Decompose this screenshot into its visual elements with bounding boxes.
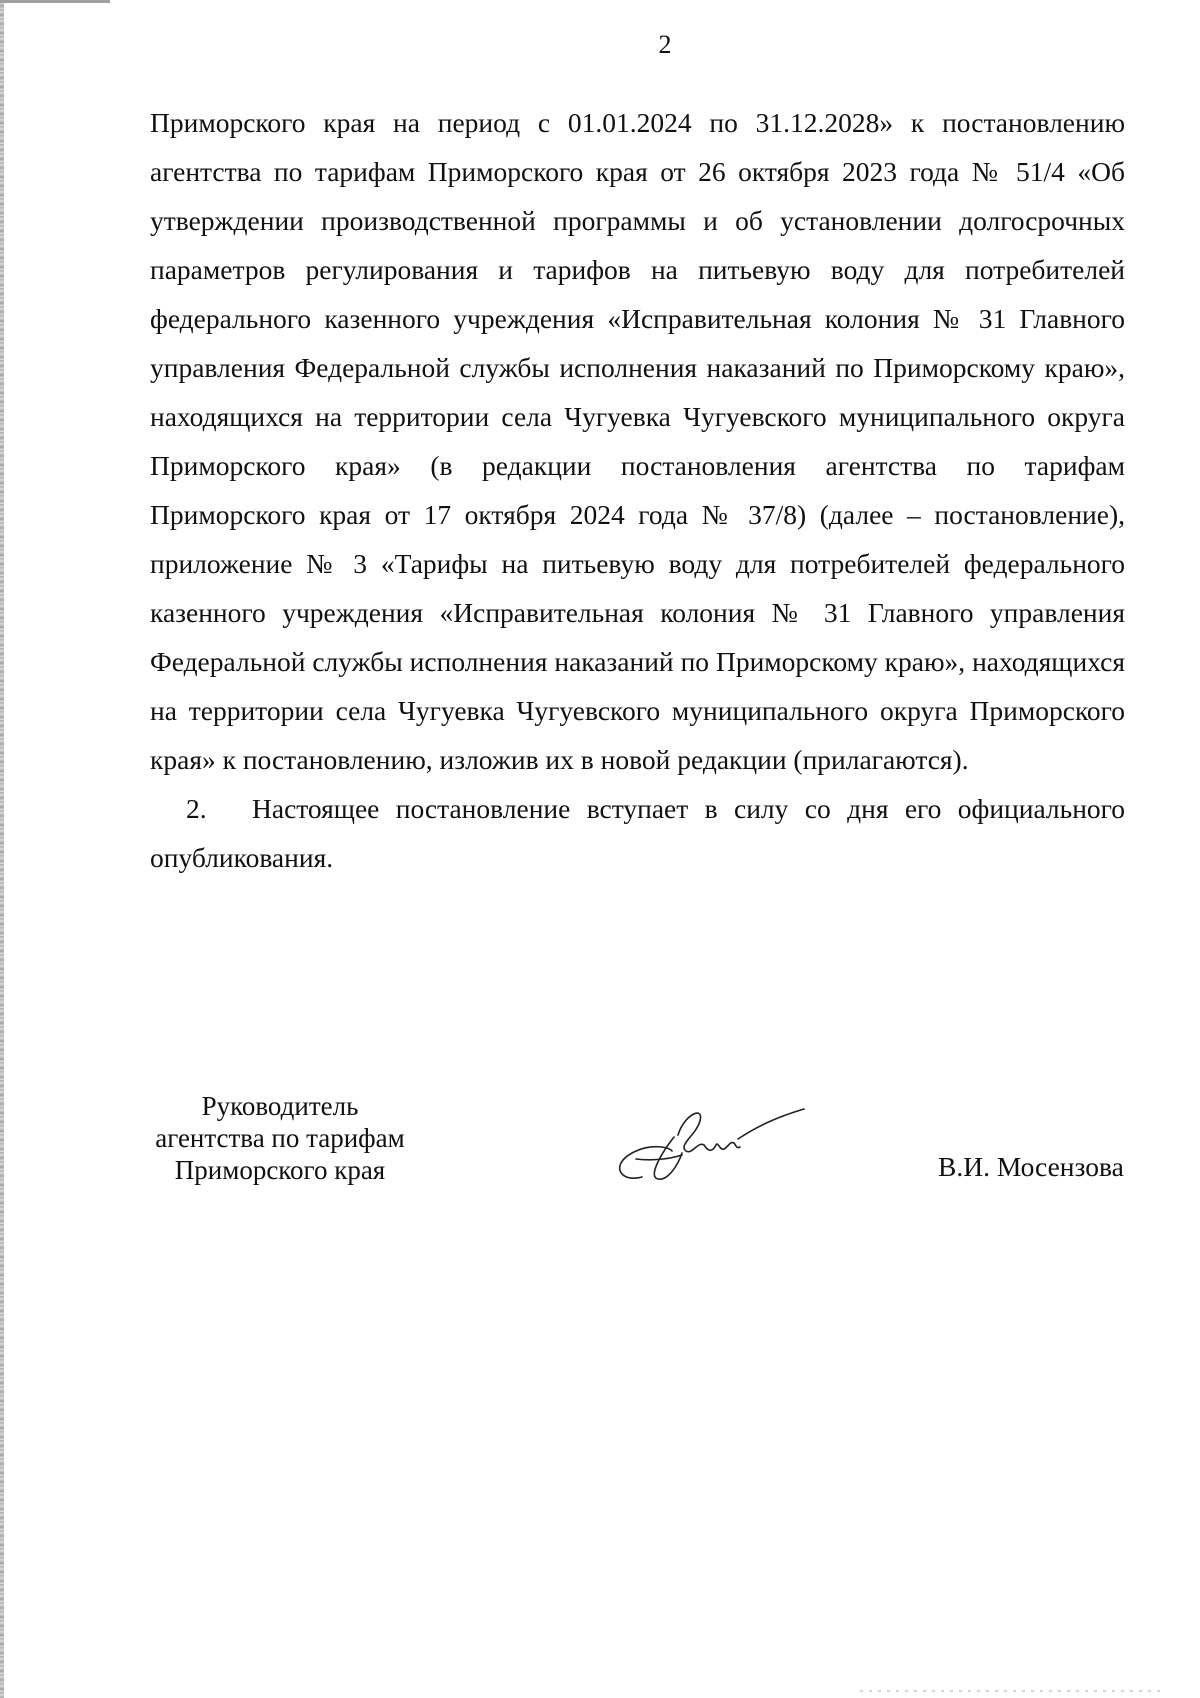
page-number: 2 [658, 30, 672, 59]
signatory-name: В.И. Мосензова [938, 1151, 1124, 1182]
paragraph-1: Приморского края на период с 01.01.2024 по 31.12.2028» к постановлению агентства по тарифам Приморского края от 26 октября 2023 года № 51/4 «Об утверждении производственной программы и об установлении долгосрочных параметров регулирования и тарифов на питьевую воду для потребителей федерального казенного учреждения «Исправительная колония № 31 Главного управления Федеральной службы исполнения наказаний по Приморскому краю», находящихся на территории села Чугуевка Чугуевского муниципального округа Приморского края» (в редакции постановления агентства по тарифам Приморского края от 17 октября 2024 года № 37/8) (далее – постановление), приложение № 3 «Тарифы на питьевую воду для потребителей федерального казенного учреждения «Исправительная колония № 31 Главного управления Федеральной службы исполнения наказаний по Приморскому краю», находящихся на территории села Чугуевка Чугуевского муниципального округа Приморского края» к постановлению, изложив их в новой редакции (прилагаются). [150, 107, 1125, 775]
list-item-text: Настоящее постановление вступает в силу со дня его официального опубликования. [150, 793, 1125, 873]
signatory-title-line-1: Руководитель [201, 1091, 359, 1121]
handwritten-signature-icon [612, 1095, 807, 1193]
list-item-2 [150, 784, 1125, 882]
signatory-title [130, 1090, 430, 1186]
scan-noise-bottom [860, 1690, 1160, 1692]
list-item-number: 2. [186, 793, 207, 824]
document-body [150, 98, 1125, 882]
signatory-title-line-2: агентства по тарифам [155, 1123, 405, 1153]
scan-edge-top [0, 0, 110, 3]
signatory-title-line-3: Приморского края [174, 1155, 386, 1185]
scan-edge-left [0, 0, 4, 1698]
